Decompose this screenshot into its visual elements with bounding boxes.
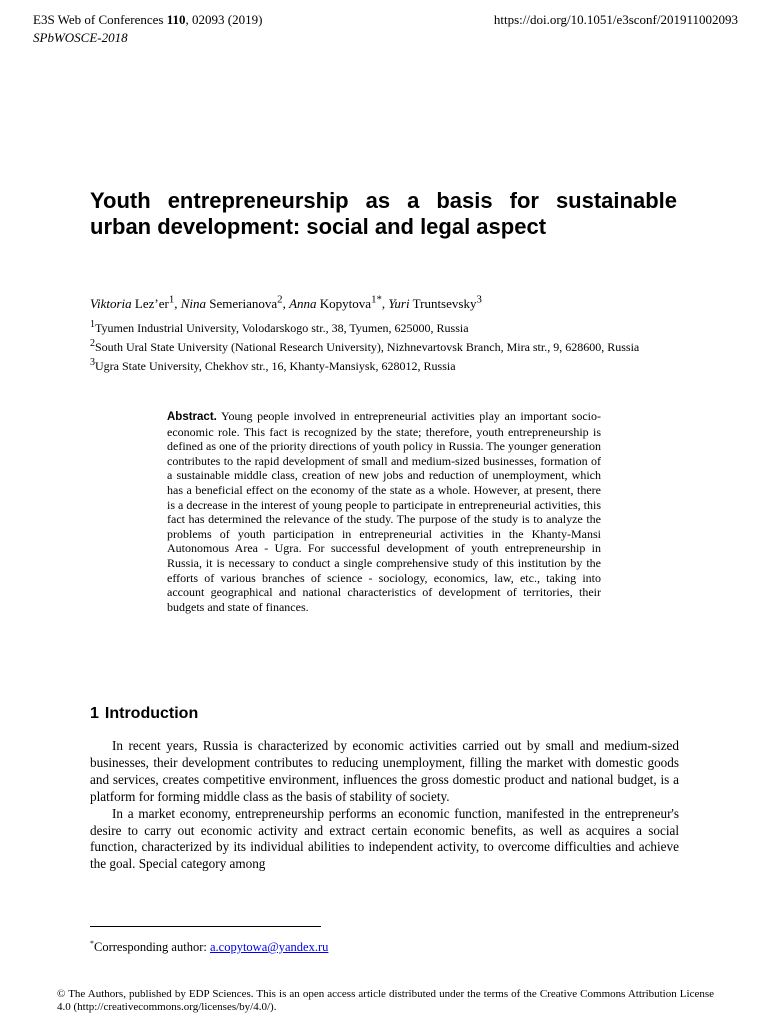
paragraph: In a market economy, entrepreneurship performs an economic function, manifested in the entrepreneur's desire to carry out economic activity and extract certain economic benefits, as well as acquires a social function, characterized by its individual abilities to independent activity, to overcome difficulties and achieve the goal. Special category among xyxy=(90,805,679,872)
author: Yuri Truntsevsky$^3$ xyxy=(388,294,482,312)
article-number-year: , 02093 (2019) xyxy=(185,12,263,27)
footnote-divider xyxy=(90,926,321,927)
journal-volume: 110 xyxy=(166,12,186,27)
section-body xyxy=(90,738,679,873)
paper-title: Youth entrepreneurship as a basis for sustainable urban development: social and legal aspect xyxy=(90,188,677,239)
footnote-mark: * xyxy=(90,939,94,948)
doi-link[interactable]: https://doi.org/10.1051/e3sconf/201911002093 xyxy=(493,12,738,27)
abstract xyxy=(167,409,601,614)
affiliation: $^1$Tyumen Industrial University, Volodarskogo str., 38, Tyumen, 625000, Russia xyxy=(90,319,469,335)
abstract-label: Abstract. xyxy=(167,411,217,423)
corresponding-email-link[interactable]: a.copytowa@yandex.ru xyxy=(209,940,329,955)
author-list xyxy=(90,292,482,312)
affiliation: $^2$South Ural State University (National Research University), Nizhnevartovsk Branch, Mira str., 9, 628600, Russia xyxy=(90,338,640,354)
author: Anna Kopytova$^{1*}$, xyxy=(289,294,389,312)
footnote-label: Corresponding author: xyxy=(94,940,210,955)
affiliation-list xyxy=(90,317,680,374)
running-header-left xyxy=(33,11,262,47)
abstract-text: Young people involved in entrepreneurial activities play an important socio-economic role. This fact is recognized by the state; therefore, youth entrepreneurship is defined as one of the priority directions of youth policy in Russia. The younger generation contributes to the rapid development of small and medium-sized businesses, formation of a sustainable middle class, creation of new jobs and reduction of unemployment, which has a beneficial effect on the economy of the state as a whole. However, at present, there is a decrease in the interest of young people to participate in entrepreneurial activities, this fact has determined the relevance of the study. The purpose of the study is to analyze the problems of youth participation in entrepreneurial activities in the Khanty-Mansi Autonomous Area - Ugra. For successful development of youth entrepreneurship in Russia, it is necessary to conduct a single comprehensive study of this institution by the efforts of various branches of science - sociology, economics, law, etc., taking into account geographical and national characteristics of development of territories, their budgets and state of finances. xyxy=(167,409,601,614)
section-number: 1 xyxy=(90,705,99,722)
journal-name: E3S Web of Conferences xyxy=(33,12,164,27)
affiliation: $^3$Ugra State University, Chekhov str., 16, Khanty-Mansiysk, 628012, Russia xyxy=(90,357,456,373)
license-notice: © The Authors, published by EDP Sciences. This is an open access article distributed under the terms of the Creative Commons Attribution License 4.0 (http://creativecommons.org/licenses/by/4.0/). xyxy=(57,988,714,1013)
paragraph: In recent years, Russia is characterized by economic activities carried out by small and medium-sized businesses, their development contributes to reducing unemployment, filling the market with domestic goods and services, creates competitive environment, influences the gross domestic product and national budget, is a platform for forming middle class as the basis of stability of society. xyxy=(90,738,679,804)
author: Viktoria $Lez’er^1$, xyxy=(90,294,181,312)
journal-line xyxy=(33,11,262,29)
conference-name: SPbWOSCE-2018 xyxy=(33,30,128,45)
section-heading xyxy=(90,705,198,723)
section-title: Introduction xyxy=(104,705,199,722)
footnote xyxy=(90,936,328,955)
author: Nina Semerianova$^2$, xyxy=(180,294,290,312)
